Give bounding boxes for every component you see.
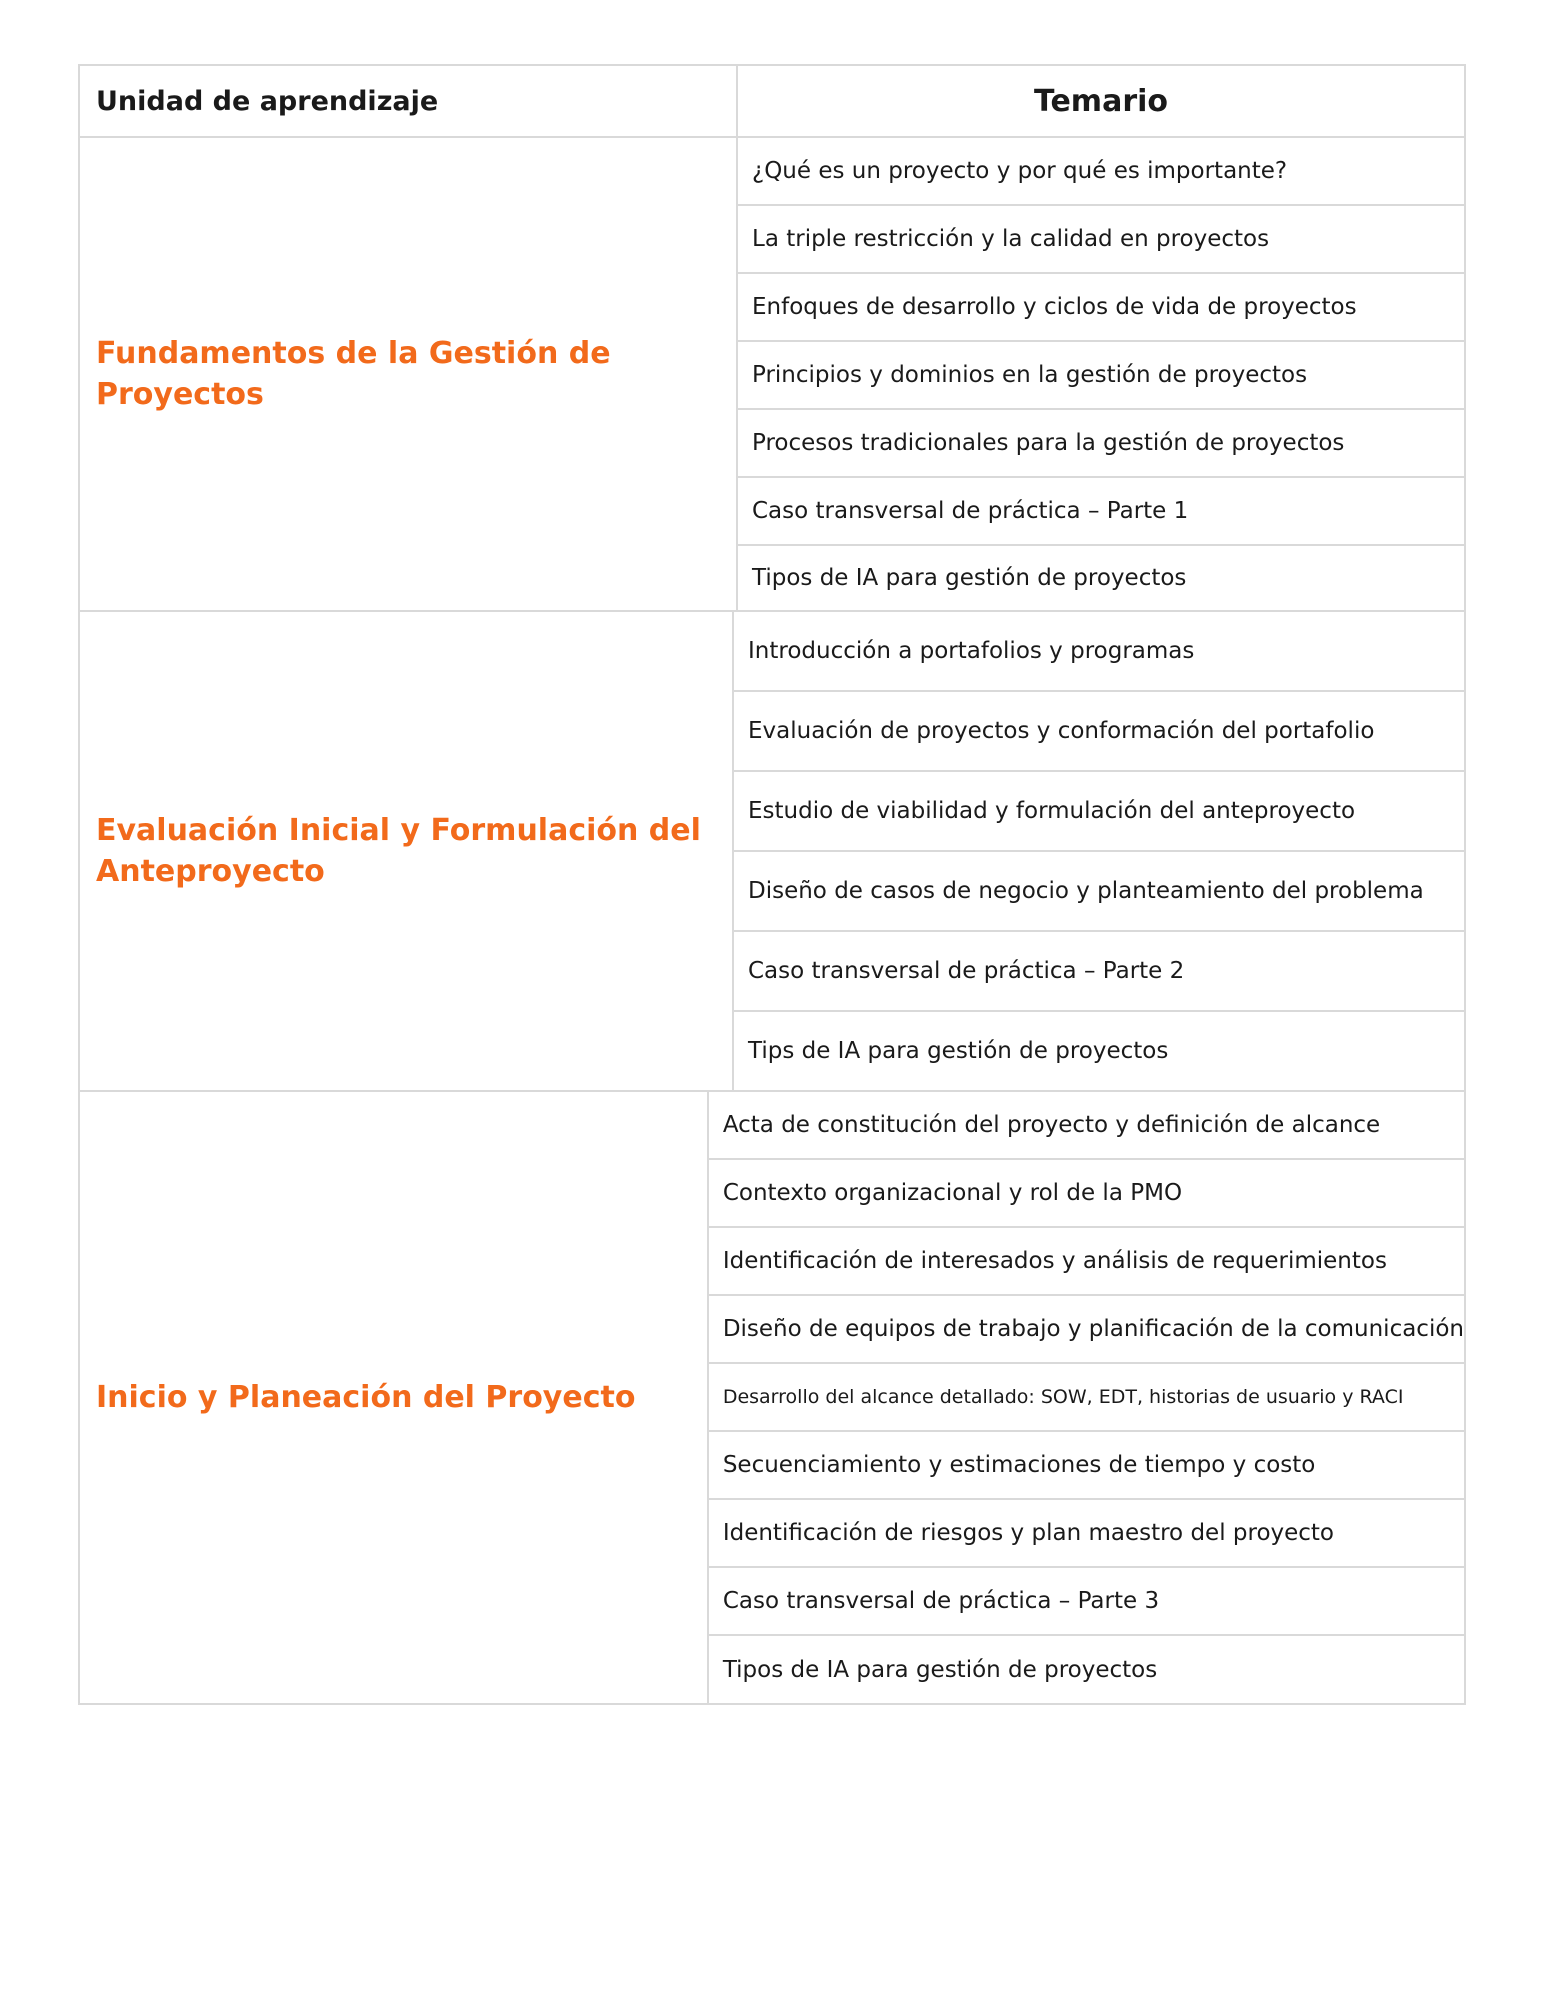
topic-item: Caso transversal de práctica – Parte 2	[734, 932, 1464, 1012]
topic-item: Principios y dominios en la gestión de proyectos	[738, 342, 1464, 410]
topic-item: Diseño de casos de negocio y planteamiento del problema	[734, 852, 1464, 932]
topic-item: ¿Qué es un proyecto y por qué es importante?	[738, 138, 1464, 206]
topic-item: Caso transversal de práctica – Parte 3	[709, 1568, 1464, 1636]
unit-row-2	[80, 612, 1464, 1092]
topic-item: Estudio de viabilidad y formulación del anteproyecto	[734, 772, 1464, 852]
topic-item: Evaluación de proyectos y conformación del portafolio	[734, 692, 1464, 772]
topic-item: La triple restricción y la calidad en proyectos	[738, 206, 1464, 274]
unit-row-3	[80, 1092, 1464, 1703]
topic-item: Desarrollo del alcance detallado: SOW, EDT, historias de usuario y RACI	[709, 1364, 1464, 1432]
topic-list	[738, 138, 1464, 610]
topic-item: Identificación de riesgos y plan maestro del proyecto	[709, 1500, 1464, 1568]
header-unit-column: Unidad de aprendizaje	[80, 66, 738, 136]
unit-name: Inicio y Planeación del Proyecto	[80, 1092, 709, 1703]
topic-item: Contexto organizacional y rol de la PMO	[709, 1160, 1464, 1228]
unit-name: Fundamentos de la Gestión de Proyectos	[80, 138, 738, 610]
unit-row-1	[80, 138, 1464, 612]
topic-item: Caso transversal de práctica – Parte 1	[738, 478, 1464, 546]
topic-item: Procesos tradicionales para la gestión de proyectos	[738, 410, 1464, 478]
topic-item: Diseño de equipos de trabajo y planificación de la comunicación	[709, 1296, 1464, 1364]
topic-item: Enfoques de desarrollo y ciclos de vida de proyectos	[738, 274, 1464, 342]
topic-item: Tipos de IA para gestión de proyectos	[722, 1656, 1158, 1683]
topic-item: Tipos de IA para gestión de proyectos	[752, 565, 1187, 591]
topic-list	[709, 1092, 1464, 1703]
topic-item: Acta de constitución del proyecto y definición de alcance	[709, 1092, 1464, 1160]
header-topics-column: Temario	[1033, 83, 1169, 119]
topic-item: Identificación de interesados y análisis de requerimientos	[709, 1228, 1464, 1296]
topic-list	[734, 612, 1464, 1090]
topic-item: Introducción a portafolios y programas	[734, 612, 1464, 692]
syllabus-table	[78, 64, 1466, 1705]
topic-item: Secuenciamiento y estimaciones de tiempo y costo	[709, 1432, 1464, 1500]
unit-name: Evaluación Inicial y Formulación del Anteproyecto	[80, 612, 734, 1090]
topic-item: Tips de IA para gestión de proyectos	[748, 1038, 1169, 1064]
table-header-row	[80, 66, 1464, 138]
